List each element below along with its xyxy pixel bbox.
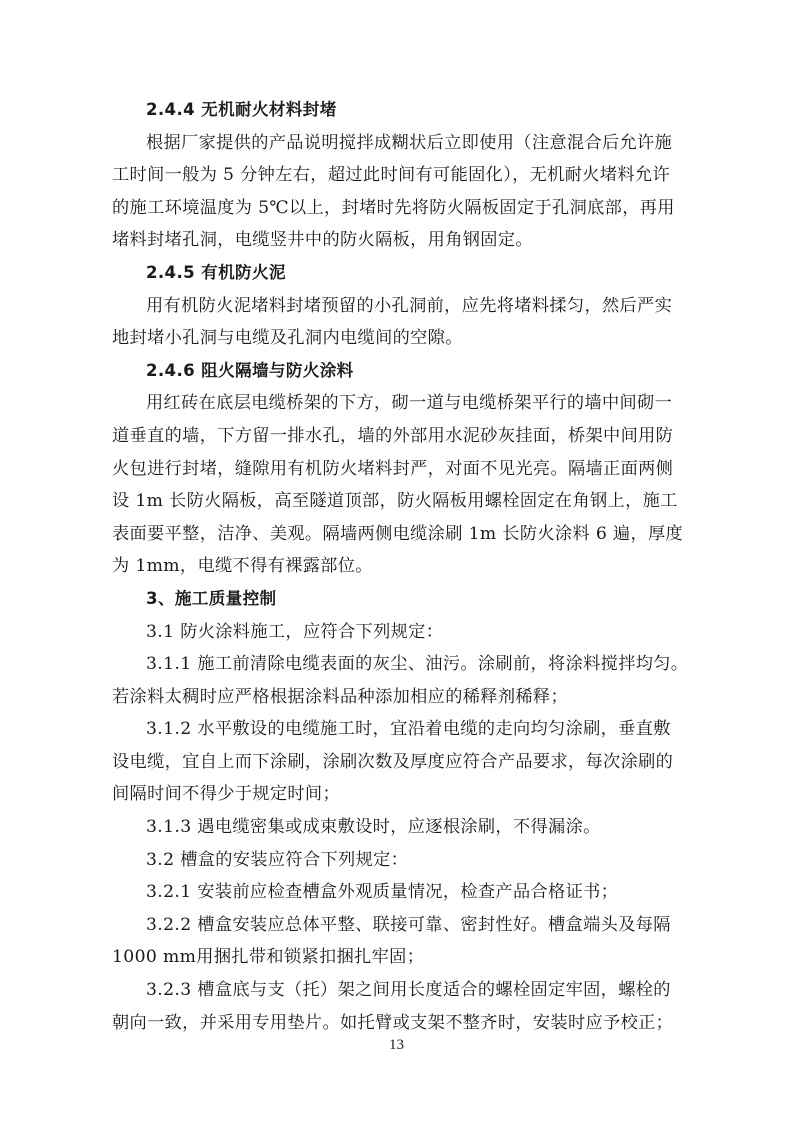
paragraph-line: 3.1 防火涂料施工，应符合下列规定： (146, 621, 444, 642)
paragraph-line: 火包进行封堵，缝隙用有机防火堵料封严，对面不见光亮。隔墙正面两侧 (112, 458, 674, 479)
paragraph-line: 3.2.3 槽盒底与支（托）架之间用长度适合的螺栓固定牢固，螺栓的 (146, 980, 671, 1001)
paragraph-line: 3.2 槽盒的安装应符合下列规定： (146, 849, 409, 870)
heading-2-4-6: 2.4.6 阻火隔墙与防火涂料 (146, 360, 354, 380)
paragraph-line: 3.2.1 安装前应检查槽盒外观质量情况，检查产品合格证书； (146, 882, 619, 903)
paragraph-line: 道垂直的墙，下方留一排水孔，墙的外部用水泥砂灰挂面，桥架中间用防 (112, 425, 674, 446)
paragraph-line: 用红砖在底层电缆桥架的下方，砌一道与电缆桥架平行的墙中间砌一 (146, 393, 673, 414)
heading-3: 3、施工质量控制 (146, 588, 277, 608)
paragraph-line: 若涂料太稠时应严格根据涂料品种添加相应的稀释剂稀释； (112, 686, 568, 707)
paragraph-line: 根据厂家提供的产品说明搅拌成糊状后立即使用（注意混合后允许施 (146, 132, 673, 153)
paragraph-line: 朝向一致，并采用专用垫片。如托臂或支架不整齐时，安装时应予校正； (112, 1012, 674, 1033)
paragraph-line: 用有机防火泥堵料封堵预留的小孔洞前，应先将堵料揉匀，然后严实 (146, 295, 673, 316)
heading-2-4-4: 2.4.4 无机耐火材料封堵 (146, 100, 337, 119)
paragraph-line: 3.1.2 水平敷设的电缆施工时，宜沿着电缆的走向均匀涂刷，垂直敷 (146, 719, 671, 740)
heading-2-4-5: 2.4.5 有机防火泥 (146, 262, 286, 282)
paragraph-line: 3.1.1 施工前清除电缆表面的灰尘、油污。涂刷前，将涂料搅拌均匀。 (146, 654, 689, 675)
paragraph-line: 表面要平整，洁净、美观。隔墙两侧电缆涂刷 1m 长防火涂料 6 遍，厚度 (112, 523, 684, 544)
paragraph-line: 1000 mm用捆扎带和锁紧扣捆扎牢固； (112, 947, 425, 968)
paragraph-line: 间隔时间不得少于规定时间； (112, 784, 340, 805)
paragraph-line: 3.1.3 遇电缆密集或成束敷设时，应逐根涂刷，不得漏涂。 (146, 817, 601, 838)
paragraph-line: 地封堵小孔洞与电缆及孔洞内电缆间的空隙。 (112, 328, 463, 349)
document-body (112, 94, 712, 1039)
paragraph-line: 为 1mm，电缆不得有裸露部位。 (112, 556, 373, 577)
paragraph-line: 的施工环境温度为 5℃以上，封堵时先将防火隔板固定于孔洞底部，再用 (112, 197, 675, 218)
paragraph-line: 设电缆，宜自上而下涂刷，涂刷次数及厚度应符合产品要求，每次涂刷的 (112, 751, 674, 772)
paragraph-line: 工时间一般为 5 分钟左右，超过此时间有可能固化），无机耐火堵料允许 (112, 165, 670, 186)
page-number: 13 (389, 1037, 404, 1053)
paragraph-line: 3.2.2 槽盒安装应总体平整、联接可靠、密封性好。槽盒端头及每隔 (146, 914, 671, 935)
paragraph-line: 堵料封堵孔洞，电缆竖井中的防火隔板，用角钢固定。 (112, 230, 533, 251)
paragraph-line: 设 1m 长防火隔板，高至隧道顶部，防火隔板用螺栓固定在角钢上，施工 (112, 491, 678, 512)
